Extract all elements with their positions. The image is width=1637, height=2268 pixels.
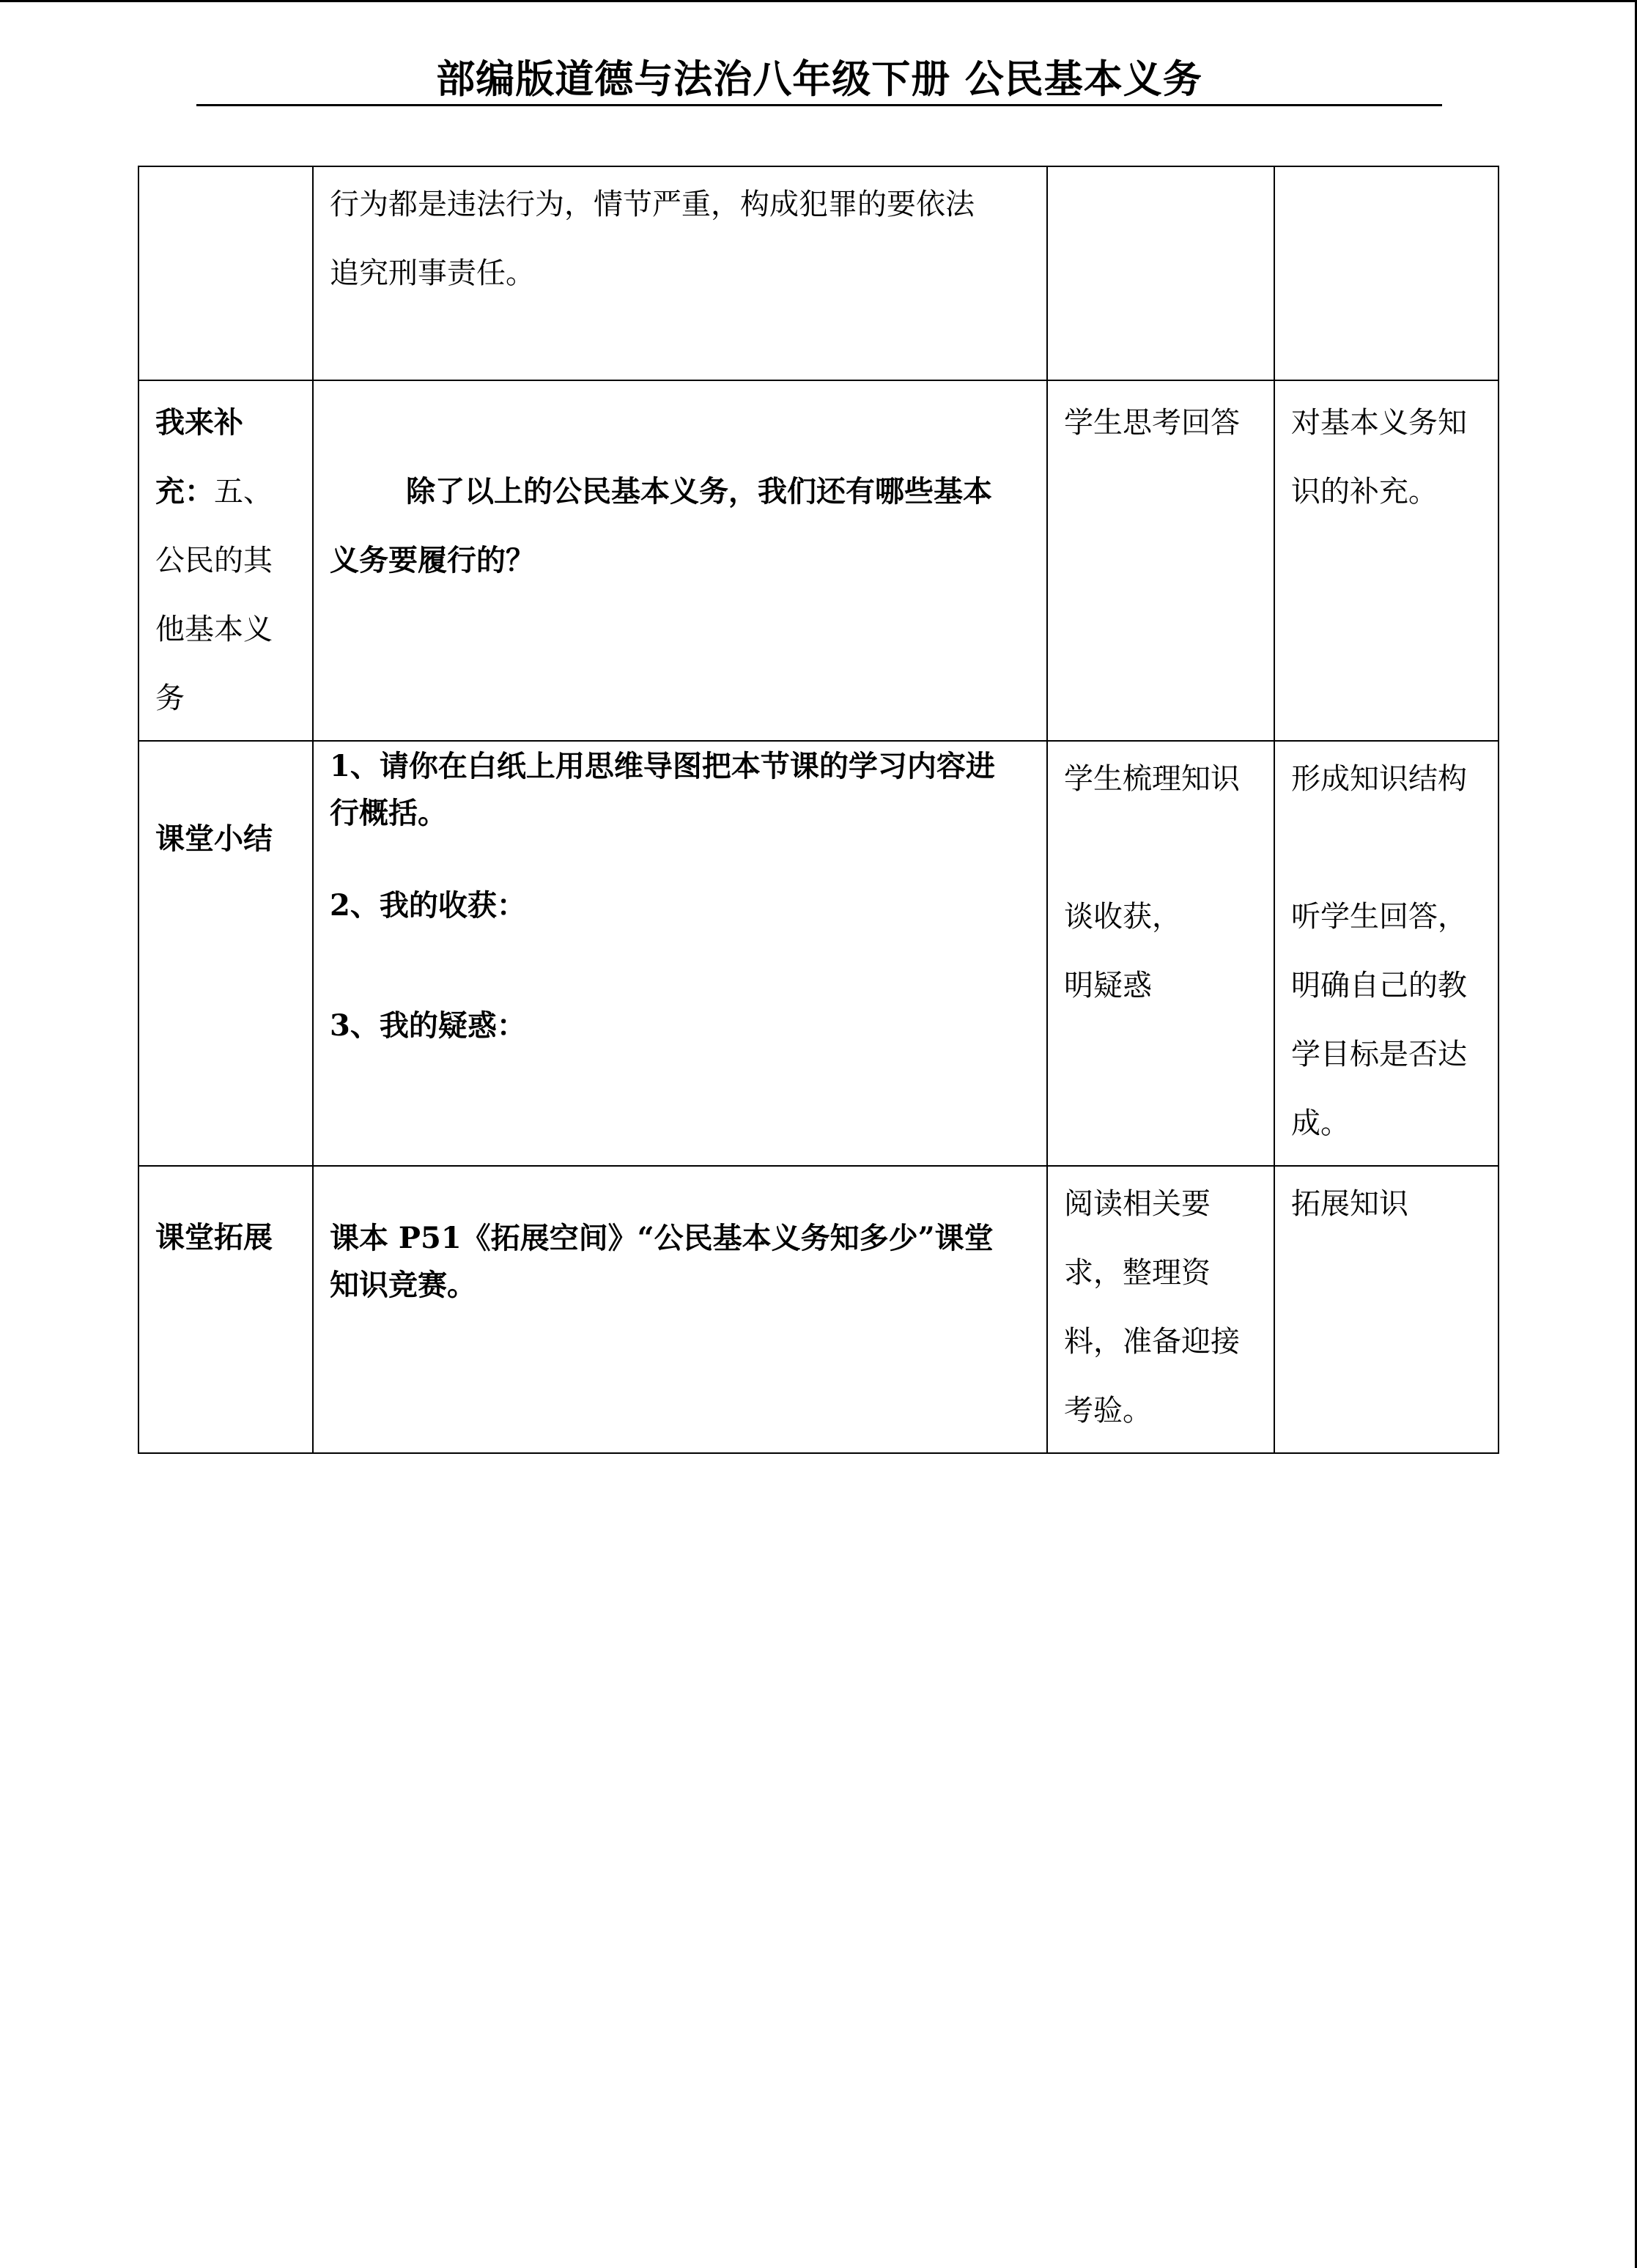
table-cell [313, 380, 1047, 741]
cell-text: 谈收获， [1064, 900, 1181, 934]
cell-text: 阅读相关要 [1064, 1187, 1211, 1221]
cell-text: 料，准备迎接 [1064, 1325, 1240, 1359]
cell-text: 1、请你在白纸上用思维导图把本节课的学习内容进 [330, 749, 995, 783]
cell-text: 五、 [214, 475, 273, 509]
page-border-top [0, 0, 1636, 2]
supplement-heading-end: 充： [155, 474, 214, 509]
table-cell [1274, 1166, 1499, 1453]
table-row [138, 166, 1499, 380]
cell-text: 行为都是违法行为，情节严重，构成犯罪的要依法 [330, 188, 975, 221]
cell-text: 除了以上的公民基本义务，我们还有哪些基本 [406, 474, 992, 509]
table-cell [1274, 166, 1499, 380]
table-cell [313, 1166, 1047, 1453]
cell-text: 学生梳理知识 [1064, 762, 1240, 796]
cell-text: 学目标是否达 [1291, 1038, 1467, 1071]
cell-text: 课本 P51《拓展空间》“公民基本义务知多少”课堂 [330, 1221, 994, 1255]
cell-text: 课堂小结 [155, 821, 273, 856]
cell-text: 务 [155, 681, 185, 715]
cell-text: 学生思考回答 [1064, 406, 1240, 440]
page-title: 部编版道德与法治八年级下册 公民基本义务 [436, 57, 1202, 102]
cell-text: 成。 [1291, 1107, 1350, 1140]
supplement-heading: 我来补 [155, 405, 243, 440]
table-cell [138, 741, 313, 1166]
cell-text: 对基本义务知 [1291, 406, 1467, 440]
cell-text [155, 457, 296, 526]
cell-text: 求，整理资 [1064, 1256, 1211, 1290]
cell-text: 知识竞赛。 [330, 1268, 476, 1302]
table-cell [1047, 1166, 1274, 1453]
cell-text: 明确自己的教 [1291, 969, 1467, 1002]
table-cell [138, 380, 313, 741]
table-row [138, 1166, 1499, 1453]
table-cell [1047, 380, 1274, 741]
table-cell [138, 1166, 313, 1453]
cell-text: 明疑惑 [1064, 969, 1152, 1002]
table-cell [1047, 166, 1274, 380]
cell-text: 识的补充。 [1291, 475, 1438, 509]
cell-text: 课堂拓展 [155, 1220, 273, 1255]
table-cell [1274, 380, 1499, 741]
cell-text: 3、我的疑惑： [330, 1008, 526, 1043]
cell-text: 形成知识结构 [1291, 762, 1467, 796]
cell-text: 2、我的收获： [330, 888, 526, 923]
table-cell [313, 166, 1047, 380]
table-row [138, 380, 1499, 741]
cell-text: 听学生回答， [1291, 900, 1467, 934]
table-cell [1274, 741, 1499, 1166]
cell-text: 追究刑事责任。 [330, 256, 535, 290]
lesson-plan-table [138, 166, 1499, 1454]
table-row [138, 741, 1499, 1166]
cell-text: 考验。 [1064, 1394, 1152, 1427]
cell-text-bold [155, 388, 296, 457]
cell-text: 公民的其 [155, 544, 273, 577]
cell-text: 义务要履行的？ [330, 543, 535, 577]
cell-text: 行概括。 [330, 796, 447, 830]
table-cell [138, 166, 313, 380]
cell-text: 他基本义 [155, 613, 273, 646]
cell-text: 拓展知识 [1291, 1187, 1408, 1221]
header-rule [196, 104, 1442, 106]
table-cell [313, 741, 1047, 1166]
table-cell [1047, 741, 1274, 1166]
